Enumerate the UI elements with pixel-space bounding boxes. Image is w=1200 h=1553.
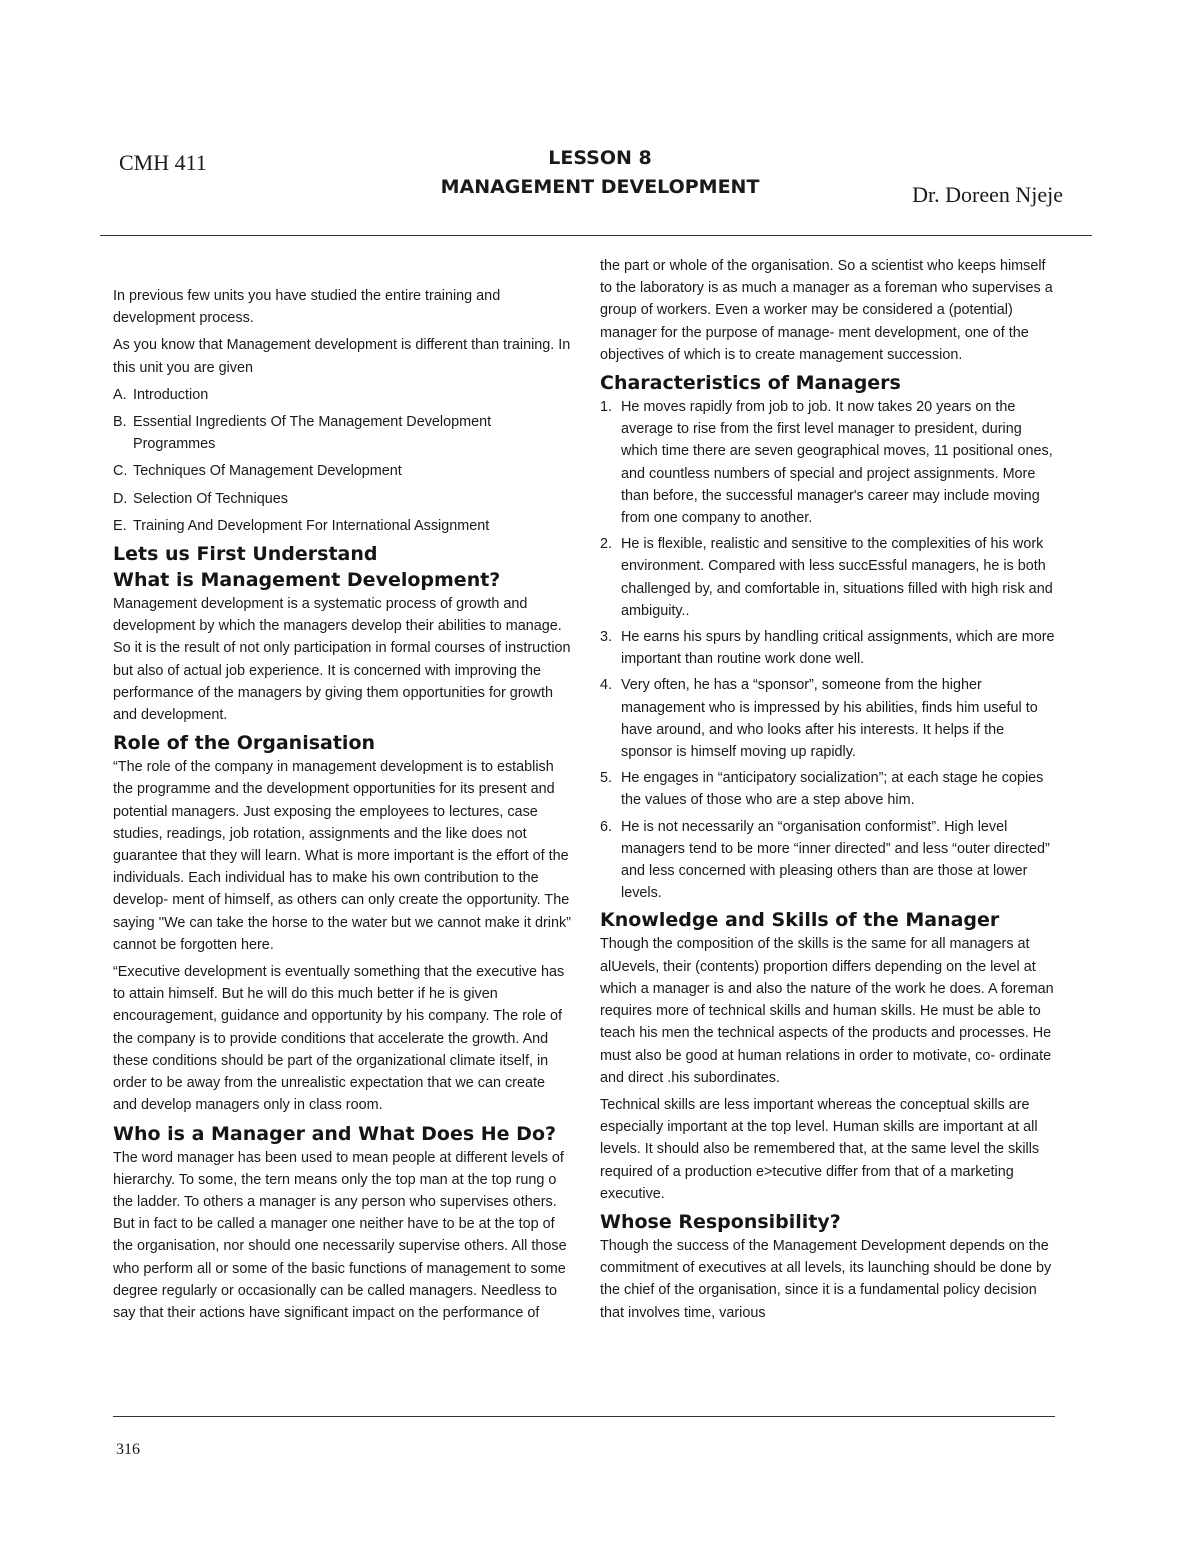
list-item	[600, 533, 1058, 622]
list-item-text: He moves rapidly from job to job. It now takes 20 years on the average to rise from the first level manager to president, during which time there are seven geographical moves, 11 positional ones, and countless numbers of special and project assignments. More than before, the successful manager's career may include moving from one company to another.	[621, 399, 1053, 527]
body-paragraph: “The role of the company in management development is to establish the programme and the development opportunities for its present and potential managers. Just exposing the employees to lectures, case studies, readings, job rotation, assignments and the like does not guarantee that they will learn. What is more important is the effort of the individuals. Each individual has to make his own contribution to the develop- ment of himself, as others can only create the opportunity. The saying ''We can take the horse to the water but we cannot make it drink” cannot be forgotten here.	[113, 759, 571, 953]
section-heading: Lets us First Understand	[113, 543, 378, 566]
list-item-text: He is not necessarily an “organisation conformist”. High level managers tend to be more “inner directed” and less “outer directed” and less concerned with pleasing others than are those at lower levels.	[621, 818, 1050, 902]
list-number: 1.	[600, 399, 613, 416]
list-item	[600, 626, 1058, 670]
list-marker: D.	[113, 490, 128, 507]
body-paragraph: Technical skills are less important whereas the conceptual skills are especially important at the top level. Human skills are important at all levels. It should also be remembered that, at the same level the skills required of a production e>tecutive differ from that of a marketing executive.	[600, 1096, 1040, 1202]
list-item-text: He is flexible, realistic and sensitive to the complexities of his work environment. Compared with less succEssful managers, he is both challenged by, and comfortable in, situations filled with high risk and ambiguity..	[621, 536, 1053, 619]
section-heading: Role of the Organisation	[113, 732, 376, 755]
section-heading: Characteristics of Managers	[600, 372, 901, 395]
list-marker: B.	[113, 414, 127, 431]
footer-rule	[113, 1416, 1055, 1417]
list-item	[600, 816, 1058, 905]
lesson-title: MANAGEMENT DEVELOPMENT	[440, 176, 760, 198]
section-heading: Whose Responsibility?	[600, 1210, 841, 1233]
list-item	[113, 488, 571, 510]
intro-paragraph: In previous few units you have studied the entire training and development process.	[113, 288, 501, 327]
body-paragraph: the part or whole of the organisation. So a scientist who keeps himself to the laboratory is as much a manager as a foreman who supervises a group of workers. Even a worker may be considered a (potential) manager for the purpose of manage- ment development, one of the objectives of which is to create management succession.	[600, 258, 1053, 363]
right-column	[600, 255, 1058, 1329]
section-heading: Knowledge and Skills of the Manager	[600, 909, 1000, 932]
list-item	[113, 384, 571, 406]
list-marker: C.	[113, 463, 128, 480]
section-heading: Who is a Manager and What Does He Do?	[113, 1122, 557, 1145]
body-paragraph: “Executive development is eventually something that the executive has to attain himself. But he will do this much better if he is given encouragement, guidance and opportunity by his company. The role of the company is to provide conditions that accelerate the growth. And these conditions should be part of the organizational climate itself, in order to be away from the unrealistic expectation that we can create and develop managers only in class room.	[113, 964, 565, 1114]
list-item	[600, 674, 1058, 763]
lesson-number: LESSON 8	[548, 147, 652, 169]
list-item	[113, 515, 571, 537]
list-marker: A.	[113, 386, 127, 403]
section-heading: What is Management Development?	[113, 569, 501, 592]
list-item-text: Training And Development For International Assignment	[133, 517, 490, 534]
page-number: 316	[116, 1441, 140, 1458]
author-name: Dr. Doreen Njeje	[912, 182, 1063, 207]
list-item-text: He engages in “anticipatory socialization”; at each stage he copies the values of those who are a step above him.	[621, 770, 1044, 809]
lesson-heading	[380, 144, 820, 202]
list-number: 2.	[600, 536, 613, 553]
list-item	[600, 767, 1058, 811]
list-item-text: Selection Of Techniques	[133, 490, 288, 507]
body-paragraph: Management development is a systematic process of growth and development by which the managers develop their abilities to manage. So it is the result of not only participation in formal courses of instruction but also of actual job experience. It is concerned with improving the performance of the managers by giving them opportunities for growth and development.	[113, 596, 571, 724]
list-number: 4.	[600, 677, 613, 694]
list-number: 3.	[600, 629, 613, 646]
list-marker: E.	[113, 517, 127, 534]
header-rule	[100, 235, 1092, 236]
list-number: 5.	[600, 770, 613, 787]
intro-paragraph: As you know that Management development is different than training. In this unit you are given	[113, 337, 571, 376]
list-item	[113, 411, 571, 455]
list-item-text: Techniques Of Management Development	[133, 463, 402, 480]
list-item	[600, 396, 1058, 529]
list-number: 6.	[600, 818, 613, 835]
characteristics-list	[600, 396, 1058, 904]
body-paragraph: The word manager has been used to mean people at different levels of hierarchy. To some, the tern means only the top man at the top rung o the ladder. To others a manager is any person who supervises others. But in fact to be called a manager one neither have to be at the top of the organisation, nor should one necessarily supervise others. All those who perform all or some of the basic functions of management to some degree regularly or occasionally can be called managers. Needless to say that their actions have significant impact on the performance of	[113, 1149, 567, 1321]
course-code: CMH 411	[119, 150, 207, 175]
body-paragraph: Though the success of the Management Development depends on the commitment of executives at all levels, its launching should be done by the chief of the organisation, since it is a fundamental policy decision that involves time, various	[600, 1237, 1052, 1321]
list-item-text: He earns his spurs by handling critical assignments, which are more important than routine work done well.	[621, 629, 1055, 668]
list-item	[113, 460, 571, 482]
list-item-text: Essential Ingredients Of The Management Development Programmes	[133, 414, 492, 453]
body-paragraph: Though the composition of the skills is the same for all managers at alUevels, their (contents) proportion differs depending on the level at which a manager is and also the nature of the work he does. A foreman requires more of technical skills and human skills. He must be able to teach his men the technical aspects of the products and processes. He must also be good at human relations in order to motivate, co- ordinate and direct .his subordinates.	[600, 936, 1054, 1086]
left-column	[113, 285, 571, 1329]
unit-contents-list	[113, 384, 571, 537]
list-item-text: Very often, he has a “sponsor”, someone from the higher management who is impressed by his abilities, finds him useful to have around, and who looks after his interests. It helps if the sponsor is himself moving up rapidly.	[621, 677, 1038, 761]
list-item-text: Introduction	[133, 386, 209, 403]
